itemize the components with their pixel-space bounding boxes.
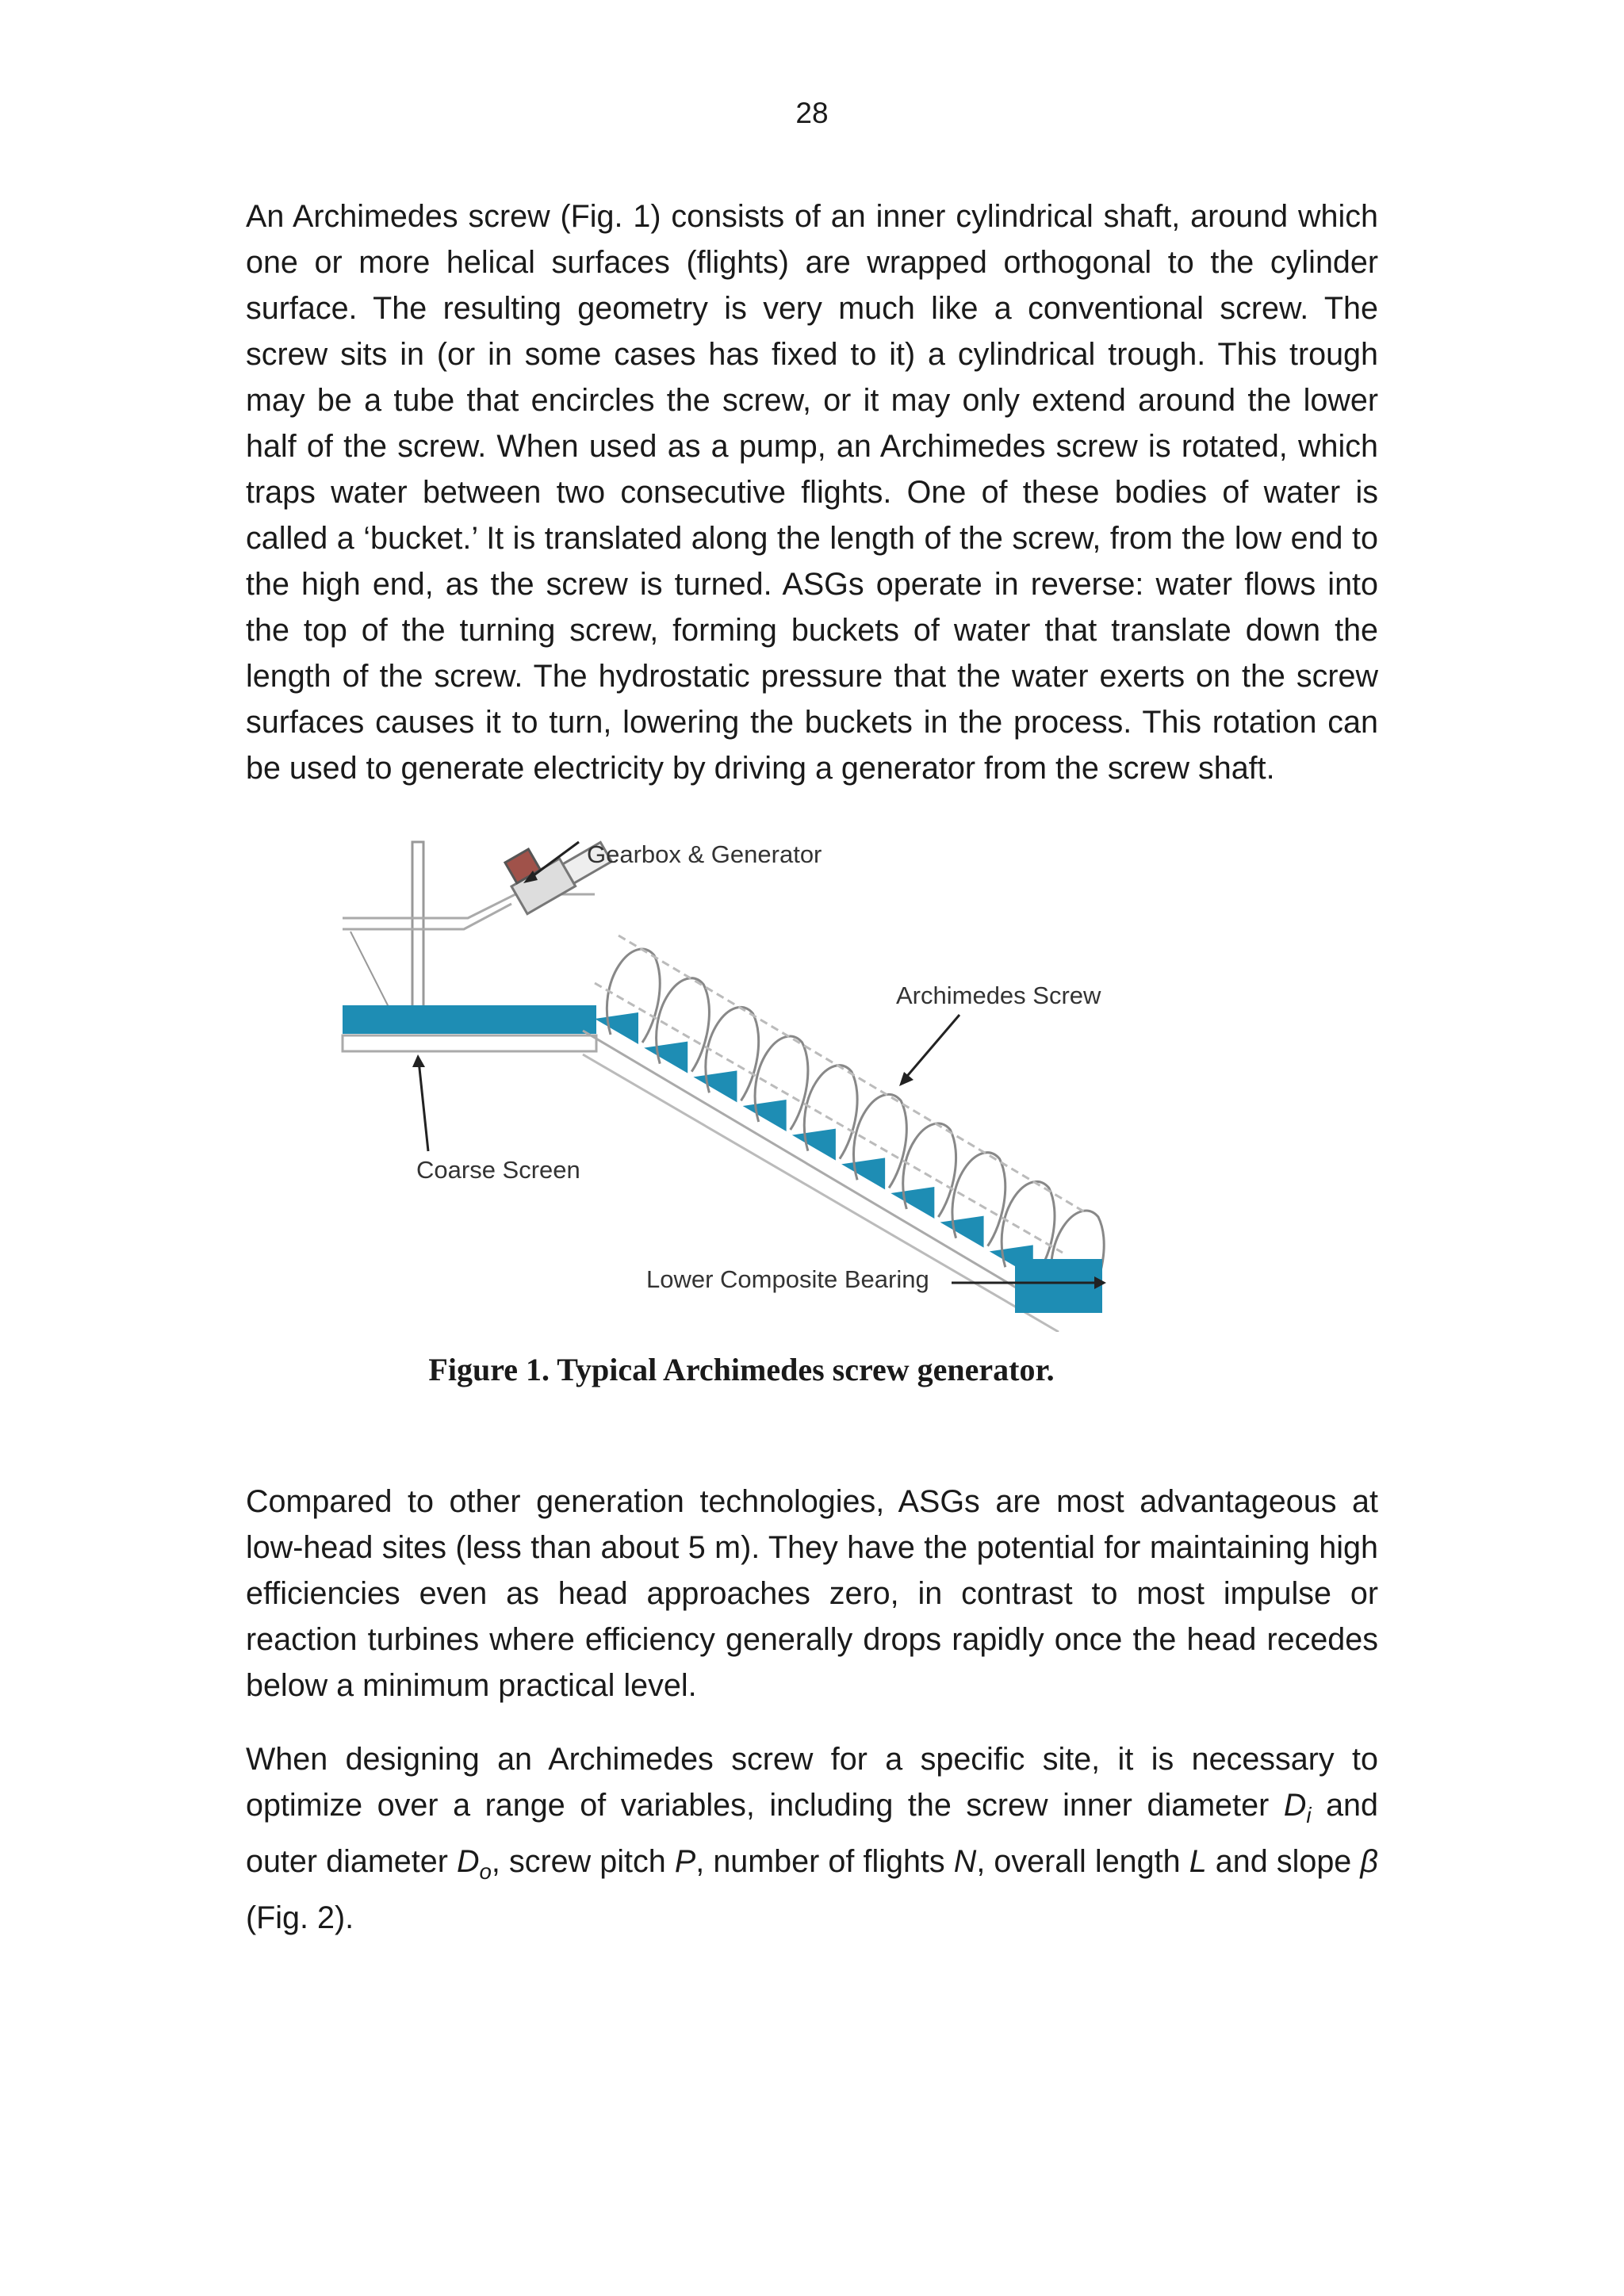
figure-caption: Figure 1. Typical Archimedes screw generator. (428, 1352, 1055, 1387)
figure-diagram (333, 825, 1158, 1332)
water-bucket (693, 1070, 737, 1102)
body-paragraph-design: When designing an Archimedes screw for a specific site, it is necessary to optimize over a range of variables, including the screw inner diameter $D_i$ and outer diameter $D_o$, screw pitch P, number of flights N, overall length L and slope β (Fig. 2). (246, 1742, 1378, 1935)
page-number: 28 (795, 97, 829, 129)
water-buckets (595, 1012, 1082, 1306)
coarse-screen-post (412, 842, 423, 1028)
water-bucket (940, 1216, 984, 1248)
upper-water-channel (343, 1005, 596, 1034)
coarse-screen-arrow (419, 1061, 428, 1151)
label-gearbox-generator: Gearbox & Generator (587, 840, 822, 868)
screw-arrow (904, 1015, 959, 1080)
water-bucket (595, 1012, 638, 1044)
tailwater (1015, 1259, 1102, 1313)
body-paragraph-intro: An Archimedes screw (Fig. 1) consists of an inner cylindrical shaft, around which one or more helical surfaces (flights) are wrapped orthogonal to the cylinder surface. The resulting geometry is very much like a conventional screw. The screw sits in (or in some cases has fixed to it) a cylindrical trough. This trough may be a tube that encircles the screw, or it may only extend around the lower half of the screw. When used as a pump, an Archimedes screw is rotated, which traps water between two consecutive flights. One of these bodies of water is called a ‘bucket.’ It is translated along the length of the screw, from the low end to the high end, as the screw is turned. ASGs operate in reverse: water flows into the top of the turning screw, forming buckets of water that translate down the length of the screw. The hydrostatic pressure that the water exerts on the screw surfaces causes it to turn, lowering the buckets in the process. This rotation can be used to generate electricity by driving a generator from the screw shaft. (246, 199, 1378, 786)
water-bucket (743, 1100, 787, 1131)
water-bucket (792, 1129, 836, 1161)
water-bucket (891, 1187, 934, 1219)
gearbox-generator (500, 825, 613, 914)
label-lower-bearing: Lower Composite Bearing (646, 1265, 929, 1293)
screw-shaft (595, 983, 1063, 1253)
figure-archimedes-screw (333, 825, 1158, 1411)
water-bucket (841, 1158, 885, 1189)
label-coarse-screen: Coarse Screen (416, 1156, 580, 1184)
water-bucket (644, 1042, 688, 1073)
label-archimedes-screw: Archimedes Screw (896, 982, 1101, 1009)
body-paragraph-advantages: Compared to other generation technologies, ASGs are most advantageous at low-head sites (less than about 5 m). They have the potential for maintaining high efficiencies even as head approaches zero, in contrast to most impulse or reaction turbines where efficiency generally drops rapidly once the head recedes below a minimum practical level. (246, 1484, 1378, 1703)
